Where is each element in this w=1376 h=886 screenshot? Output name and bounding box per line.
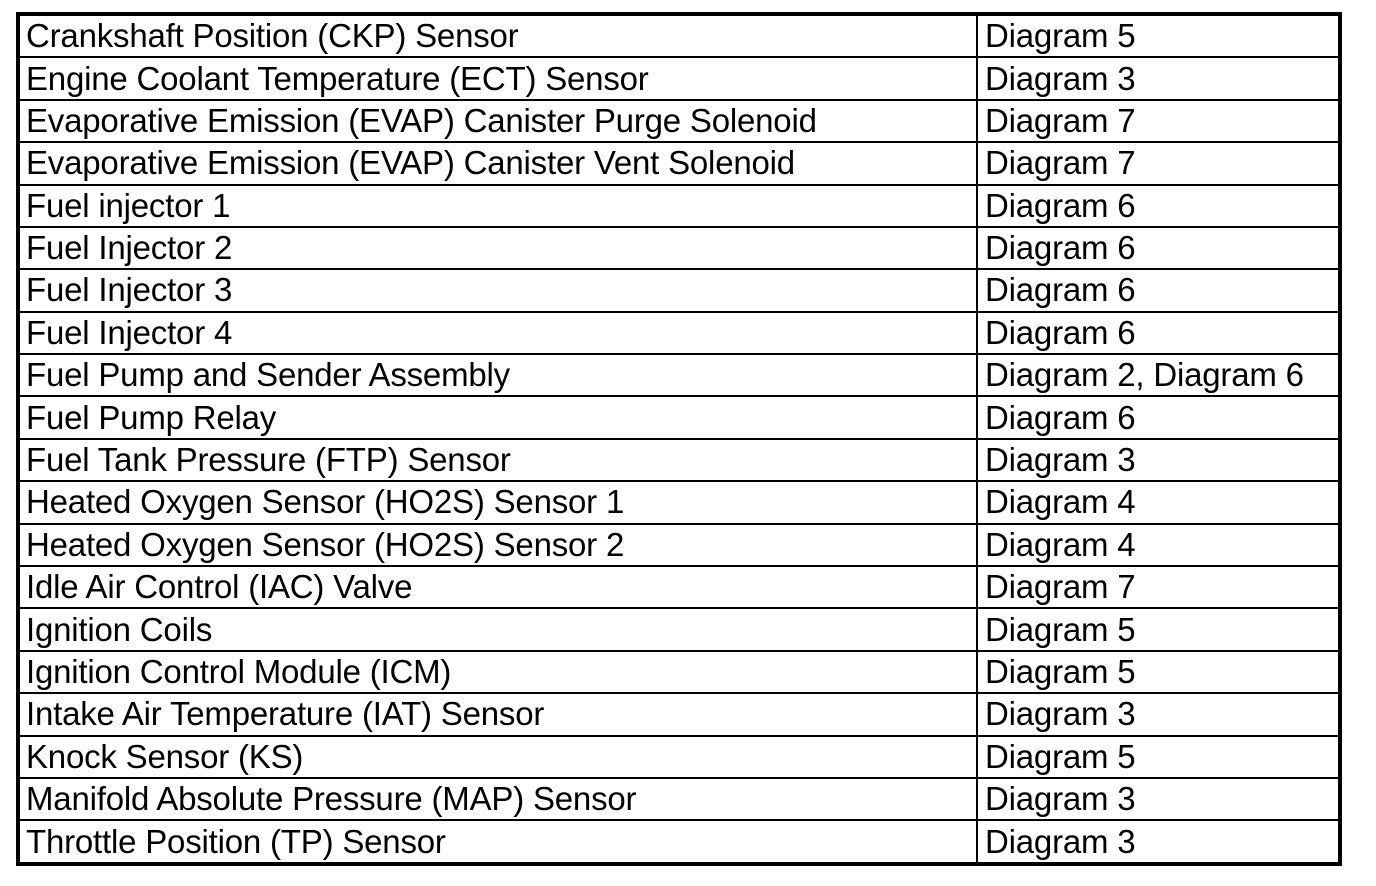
table-row	[20, 269, 1338, 311]
table-row	[20, 481, 1338, 523]
component-cell: Fuel Tank Pressure (FTP) Sensor	[20, 439, 977, 481]
diagram-cell: Diagram 3	[977, 778, 1338, 820]
component-cell: Ignition Coils	[20, 608, 977, 650]
table-row	[20, 524, 1338, 566]
diagram-cell: Diagram 7	[977, 100, 1338, 142]
component-cell: Fuel Injector 2	[20, 227, 977, 269]
diagram-cell: Diagram 3	[977, 693, 1338, 735]
component-cell: Heated Oxygen Sensor (HO2S) Sensor 1	[20, 481, 977, 523]
component-cell: Fuel Injector 4	[20, 312, 977, 354]
component-table	[20, 16, 1338, 862]
table-row	[20, 354, 1338, 396]
component-cell: Manifold Absolute Pressure (MAP) Sensor	[20, 778, 977, 820]
component-cell: Idle Air Control (IAC) Valve	[20, 566, 977, 608]
diagram-cell: Diagram 6	[977, 269, 1338, 311]
component-cell: Heated Oxygen Sensor (HO2S) Sensor 2	[20, 524, 977, 566]
component-diagram-table	[16, 12, 1342, 866]
component-cell: Evaporative Emission (EVAP) Canister Purge Solenoid	[20, 100, 977, 142]
component-cell: Throttle Position (TP) Sensor	[20, 820, 977, 862]
table-row	[20, 693, 1338, 735]
table-body	[20, 16, 1338, 862]
component-cell: Fuel Pump and Sender Assembly	[20, 354, 977, 396]
table-row	[20, 439, 1338, 481]
table-row	[20, 227, 1338, 269]
table-row	[20, 16, 1338, 57]
diagram-cell: Diagram 3	[977, 439, 1338, 481]
table-row	[20, 778, 1338, 820]
diagram-cell: Diagram 6	[977, 227, 1338, 269]
component-cell: Engine Coolant Temperature (ECT) Sensor	[20, 57, 977, 99]
diagram-cell: Diagram 7	[977, 566, 1338, 608]
diagram-cell: Diagram 3	[977, 57, 1338, 99]
diagram-cell: Diagram 4	[977, 524, 1338, 566]
diagram-cell: Diagram 6	[977, 396, 1338, 438]
table-row	[20, 185, 1338, 227]
table-row	[20, 651, 1338, 693]
diagram-cell: Diagram 5	[977, 736, 1338, 778]
table-row	[20, 396, 1338, 438]
component-cell: Evaporative Emission (EVAP) Canister Vent Solenoid	[20, 142, 977, 184]
table-row	[20, 100, 1338, 142]
component-cell: Intake Air Temperature (IAT) Sensor	[20, 693, 977, 735]
component-cell: Ignition Control Module (ICM)	[20, 651, 977, 693]
table-row	[20, 736, 1338, 778]
diagram-cell: Diagram 6	[977, 185, 1338, 227]
component-cell: Fuel Injector 3	[20, 269, 977, 311]
table-row	[20, 608, 1338, 650]
table-row	[20, 57, 1338, 99]
table-row	[20, 820, 1338, 862]
component-cell: Fuel Pump Relay	[20, 396, 977, 438]
diagram-cell: Diagram 6	[977, 312, 1338, 354]
component-cell: Fuel injector 1	[20, 185, 977, 227]
diagram-cell: Diagram 5	[977, 651, 1338, 693]
diagram-cell: Diagram 5	[977, 16, 1338, 57]
table-row	[20, 312, 1338, 354]
component-cell: Knock Sensor (KS)	[20, 736, 977, 778]
component-cell: Crankshaft Position (CKP) Sensor	[20, 16, 977, 57]
diagram-cell: Diagram 2, Diagram 6	[977, 354, 1338, 396]
diagram-cell: Diagram 7	[977, 142, 1338, 184]
table-row	[20, 142, 1338, 184]
diagram-cell: Diagram 4	[977, 481, 1338, 523]
diagram-cell: Diagram 5	[977, 608, 1338, 650]
diagram-cell: Diagram 3	[985, 822, 1136, 860]
table-row	[20, 566, 1338, 608]
